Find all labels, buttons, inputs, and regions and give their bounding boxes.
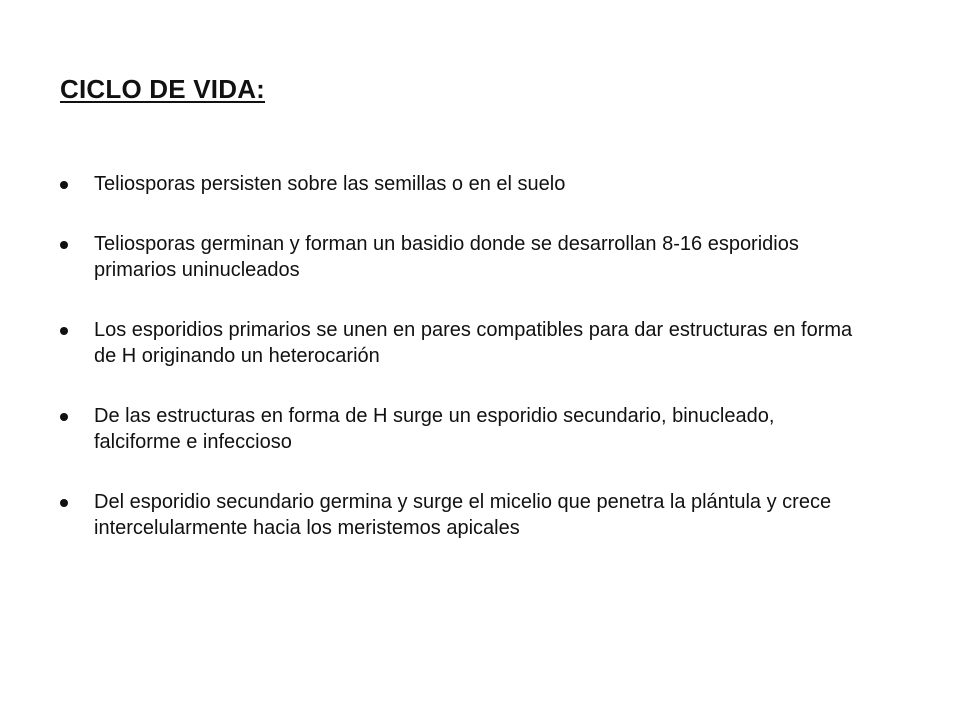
bullet-dot-icon bbox=[60, 499, 68, 507]
bullet-text: De las estructuras en forma de H surge un esporidio secundario, binucleado, falciforme e infeccioso bbox=[94, 405, 775, 453]
bullet-dot-icon bbox=[60, 413, 68, 421]
bullet-dot-icon bbox=[60, 241, 68, 249]
bullet-item-1 bbox=[60, 171, 860, 197]
bullet-text: Teliosporas persisten sobre las semillas o en el suelo bbox=[94, 173, 566, 195]
bullet-dot-icon bbox=[60, 327, 68, 335]
bullet-text: Teliosporas germinan y forman un basidio donde se desarrollan 8-16 esporidios primarios uninucleados bbox=[94, 233, 799, 281]
bullet-list bbox=[60, 171, 860, 575]
bullet-text: Del esporidio secundario germina y surge el micelio que penetra la plántula y crece intercelularmente hacia los meristemos apicales bbox=[94, 491, 832, 539]
bullet-item-3 bbox=[60, 317, 860, 369]
bullet-text: Los esporidios primarios se unen en pares compatibles para dar estructuras en forma de H originando un heterocarión bbox=[94, 319, 853, 367]
bullet-item-2 bbox=[60, 231, 860, 283]
bullet-dot-icon bbox=[60, 181, 68, 189]
bullet-item-4 bbox=[60, 403, 860, 455]
bullet-item-5 bbox=[60, 489, 860, 541]
slide-title: CICLO DE VIDA: bbox=[60, 74, 266, 104]
